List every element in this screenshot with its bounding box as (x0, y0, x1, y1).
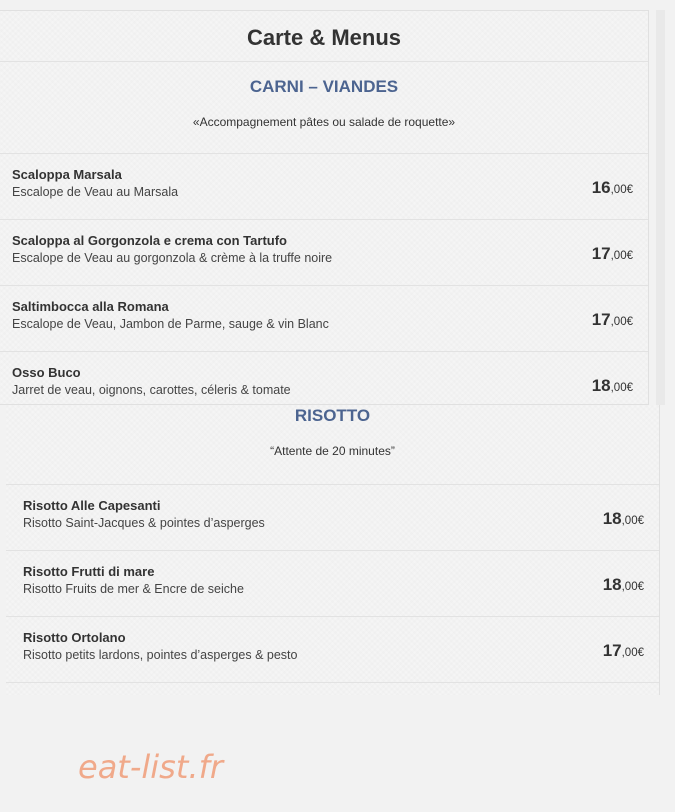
menu-item (6, 616, 659, 683)
price-main: 18 (602, 575, 622, 594)
risotto-panel (6, 405, 660, 695)
item-name: Risotto Alle Capesanti (23, 498, 161, 513)
menu-item (0, 153, 648, 220)
price-cents: ,00€ (621, 647, 644, 659)
menu-item (0, 219, 648, 286)
section-title-viandes: CARNI – VIANDES (249, 77, 399, 96)
item-price (592, 310, 633, 330)
menu-item (0, 285, 648, 352)
item-name: Scaloppa al Gorgonzola e crema con Tartufo (12, 233, 287, 248)
item-description: Risotto petits lardons, pointes d’asperges & pesto (23, 648, 298, 662)
section-note-risotto: “Attente de 20 minutes” (270, 444, 395, 458)
list-end-divider (6, 682, 659, 683)
item-description: Escalope de Veau, Jambon de Parme, sauge & vin Blanc (12, 317, 329, 331)
scrollbar-track[interactable] (656, 10, 665, 405)
title-divider (0, 61, 648, 62)
menu-item (6, 550, 659, 617)
price-cents: ,00€ (621, 515, 644, 527)
item-price (592, 244, 633, 264)
item-name: Saltimbocca alla Romana (12, 299, 169, 314)
section-title-risotto: RISOTTO (294, 406, 371, 425)
item-description: Escalope de Veau au Marsala (12, 185, 179, 199)
item-description: Risotto Fruits de mer & Encre de seiche (23, 582, 244, 596)
item-name: Osso Buco (12, 365, 81, 380)
price-main: 17 (591, 310, 611, 329)
menu-item (6, 484, 659, 551)
item-name: Risotto Frutti di mare (23, 564, 155, 579)
price-cents: ,00€ (610, 316, 633, 328)
price-main: 18 (591, 376, 611, 395)
item-price (603, 575, 644, 595)
item-description: Escalope de Veau au gorgonzola & crème à la truffe noire (12, 251, 333, 265)
price-cents: ,00€ (610, 250, 633, 262)
price-main: 16 (591, 178, 611, 197)
viandes-panel (0, 10, 649, 405)
watermark-text: eat-list.fr (78, 748, 223, 786)
price-cents: ,00€ (621, 581, 644, 593)
item-description: Risotto Saint-Jacques & pointes d’asperges (23, 516, 265, 530)
price-main: 18 (602, 509, 622, 528)
page-title: Carte & Menus (246, 25, 402, 50)
price-cents: ,00€ (610, 382, 633, 394)
item-price (603, 641, 644, 661)
section-note-viandes: «Accompagnement pâtes ou salade de roquette» (192, 115, 456, 129)
item-price (592, 376, 633, 396)
price-main: 17 (602, 641, 622, 660)
item-price (592, 178, 633, 198)
price-cents: ,00€ (610, 184, 633, 196)
item-price (603, 509, 644, 529)
price-main: 17 (591, 244, 611, 263)
item-name: Risotto Ortolano (23, 630, 126, 645)
item-name: Scaloppa Marsala (12, 167, 122, 182)
item-description: Jarret de veau, oignons, carottes, céleris & tomate (12, 383, 291, 397)
